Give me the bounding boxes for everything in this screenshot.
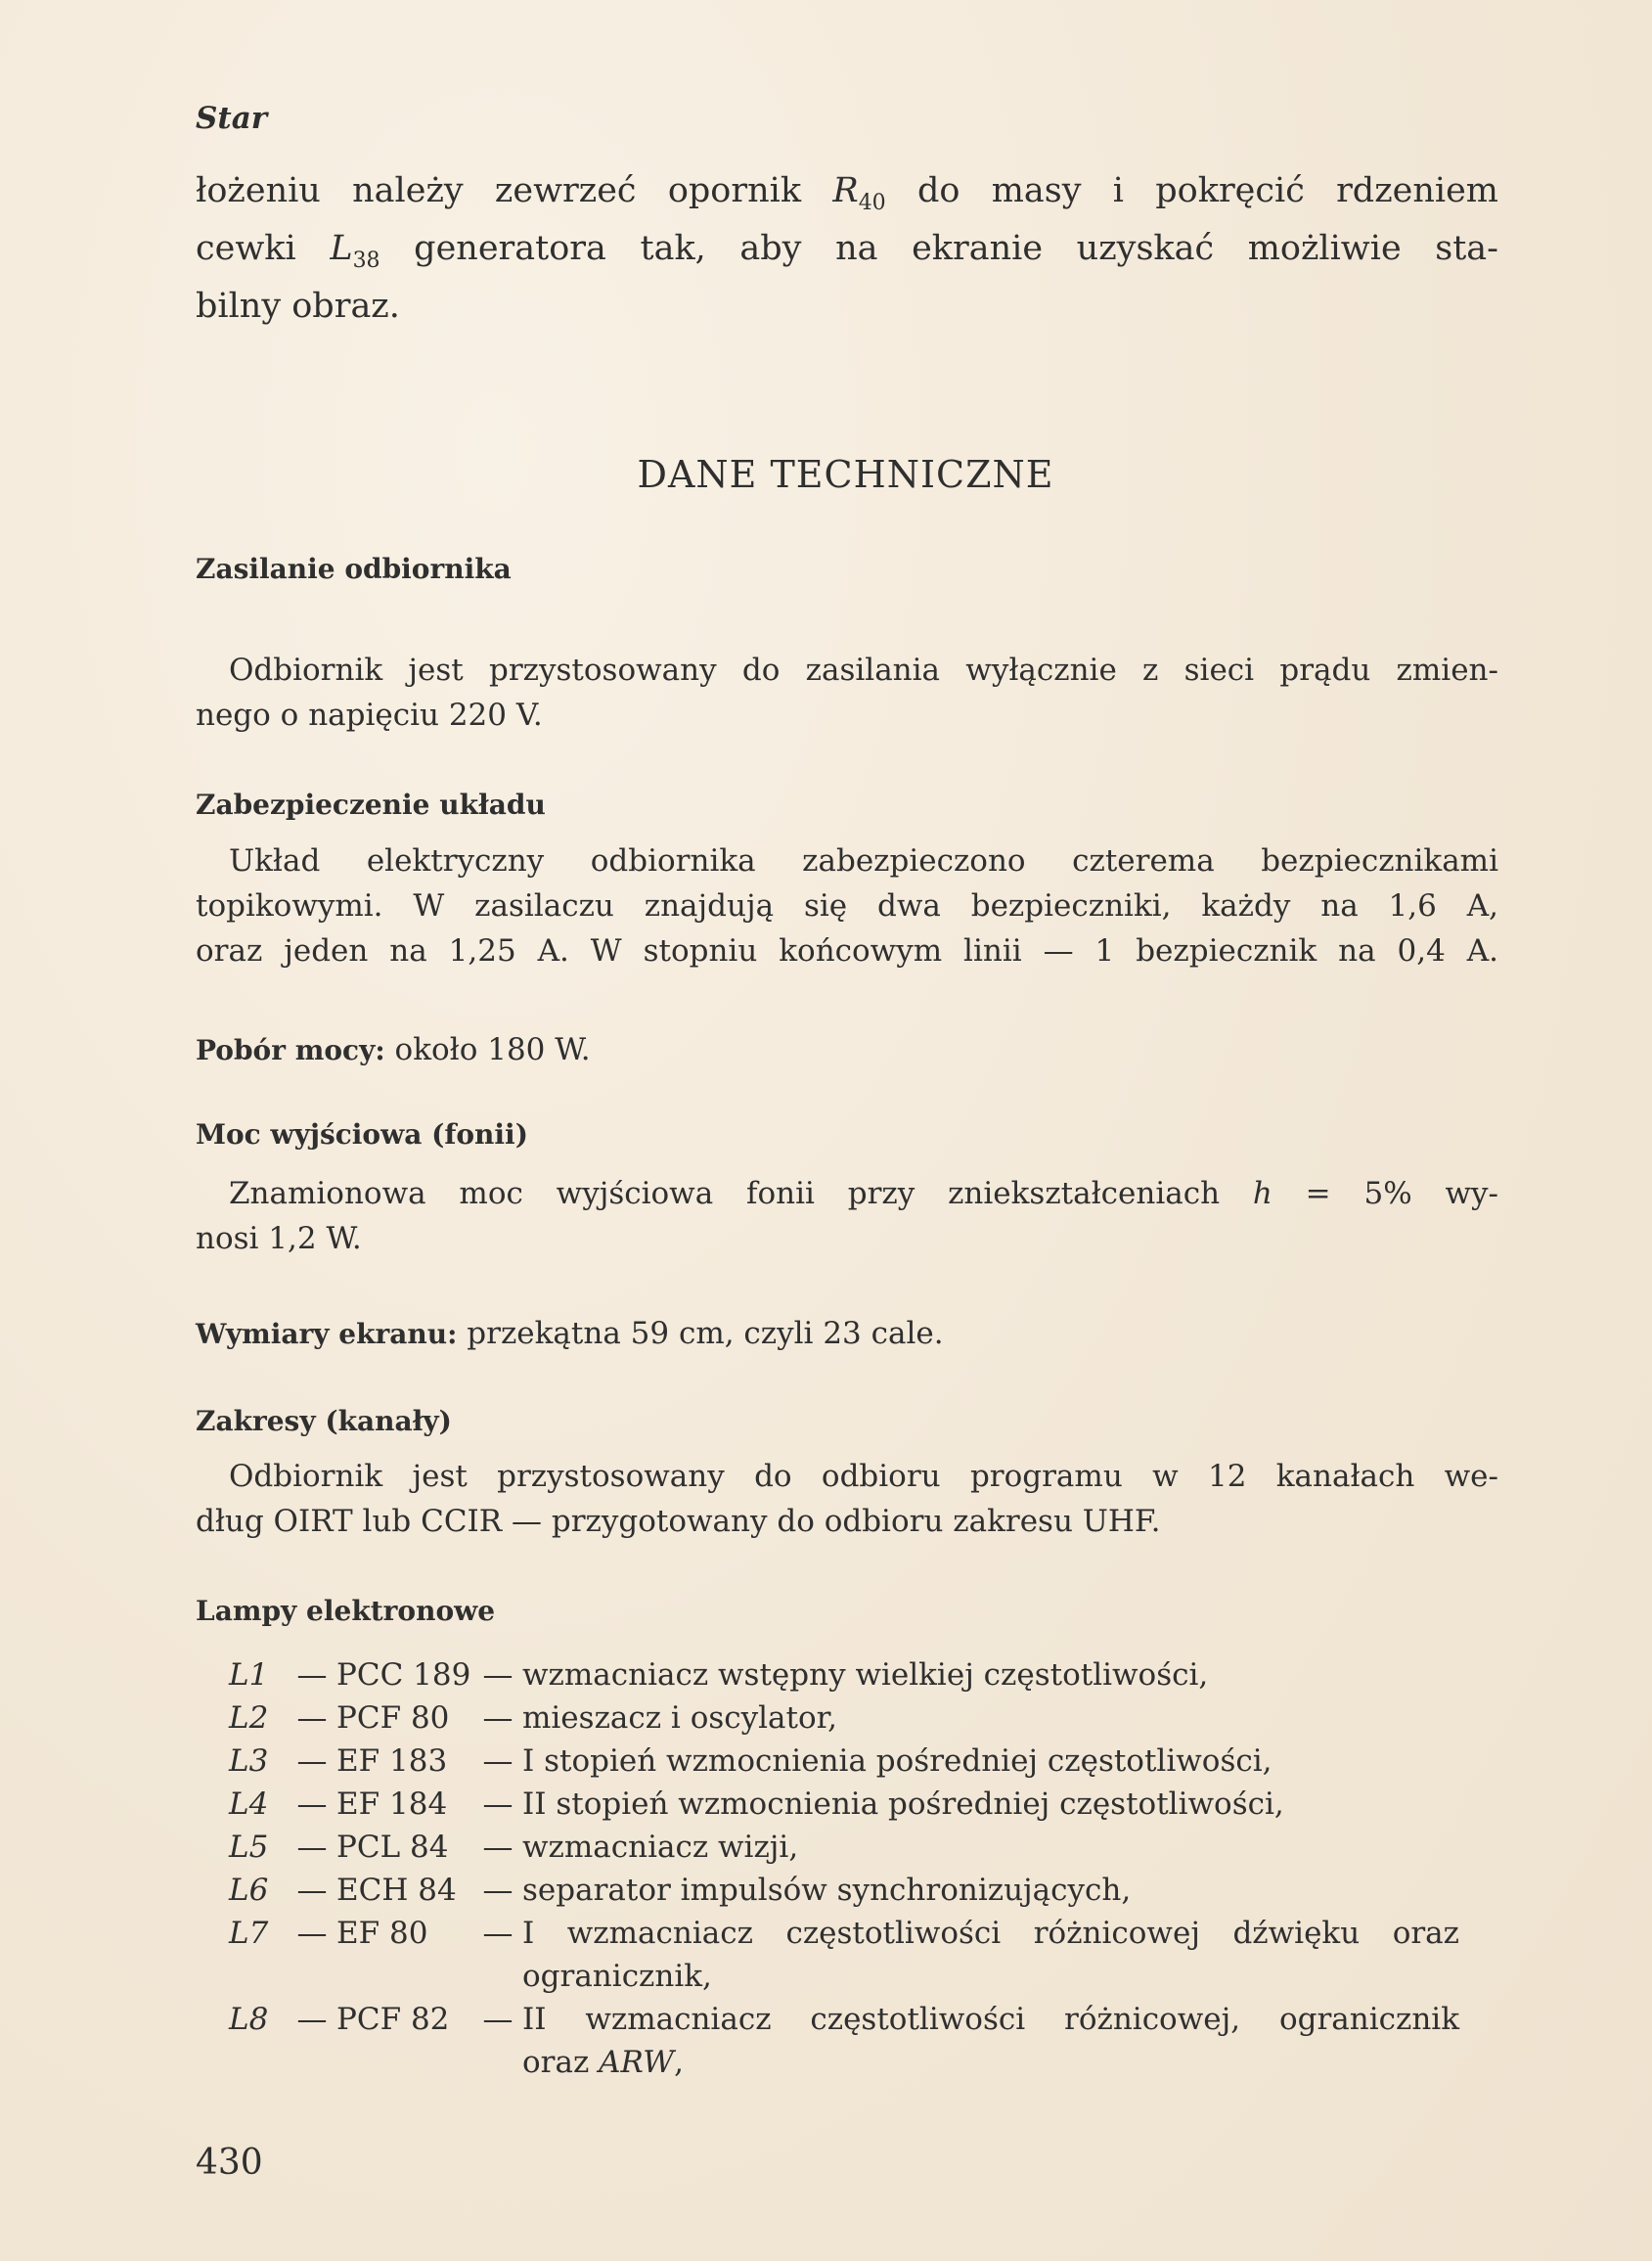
page-number: 430 bbox=[196, 2143, 263, 2183]
tube-row: L6 — ECH 84 — separator impulsów synchronizujących, bbox=[229, 1873, 1132, 1908]
screen-dimensions bbox=[196, 1311, 1498, 1357]
paragraph-zakresy: Odbiornik jest przystosowany do odbioru programu w 12 kanałach we- dług OIRT lub CCIR — przygotowany do odbioru zakresu UHF. bbox=[196, 1459, 1498, 1539]
tube-list bbox=[229, 1653, 1459, 2084]
paragraph-zabezpieczenie: Układ elektryczny odbiornika zabezpieczono czterema bezpiecznikami topikowymi. W zasilaczu znajdują się dwa bezpieczniki, każdy na 1,6 A, oraz jeden na 1,25 A. W stopniu końcowym linii — 1 bezpiecznik na 0,4 A. bbox=[196, 843, 1498, 969]
power-consumption-value: około 180 W. bbox=[384, 1032, 591, 1067]
tube-row: L1 — PCC 189 — wzmacniacz wstępny wielkiej częstotliwości, bbox=[229, 1657, 1209, 1693]
heading-zasilanie: Zasilanie odbiornika bbox=[196, 553, 512, 585]
heading-zakresy: Zakresy (kanały) bbox=[196, 1405, 452, 1437]
tube-row: L2 — PCF 80 — mieszacz i oscylator, bbox=[229, 1700, 837, 1736]
running-head: Star bbox=[196, 101, 268, 136]
tube-row: L4 — EF 184 — II stopień wzmocnienia pośredniej częstotliwości, bbox=[229, 1786, 1284, 1822]
power-consumption bbox=[196, 1027, 1498, 1073]
heading-zabezpieczenie: Zabezpieczenie układu bbox=[196, 789, 546, 821]
intro-line-3: bilny obraz. bbox=[196, 287, 400, 326]
intro-paragraph bbox=[196, 168, 1498, 330]
power-consumption-label: Pobór mocy: bbox=[196, 1034, 385, 1066]
paragraph-moc: Znamionowa moc wyjściowa fonii przy zniekształceniach h = 5% wy- nosi 1,2 W. bbox=[196, 1176, 1498, 1256]
tube-row: L7 — EF 80 — I wzmacniacz częstotliwości różnicowej dźwięku oraz ogranicznik, bbox=[229, 1916, 1459, 1994]
heading-moc: Moc wyjściowa (fonii) bbox=[196, 1118, 528, 1151]
intro-line-1: łożeniu należy zewrzeć opornik $R_{40}$ do masy i pokręcić rdzeniem bbox=[196, 171, 1498, 215]
screen-dimensions-value: przekątna 59 cm, czyli 23 cale. bbox=[457, 1316, 944, 1351]
tube-row: L5 — PCL 84 — wzmacniacz wizji, bbox=[229, 1830, 799, 1865]
heading-lampy: Lampy elektronowe bbox=[196, 1595, 496, 1627]
intro-line-2: cewki $L_{38}$ generatora tak, aby na ekranie uzyskać możliwie sta- bbox=[196, 229, 1498, 273]
screen-dimensions-label: Wymiary ekranu: bbox=[196, 1318, 458, 1350]
tube-row: L8 — PCF 82 — II wzmacniacz częstotliwości różnicowej, ogranicznik oraz ARW, bbox=[229, 2002, 1459, 2080]
paragraph-zasilanie: Odbiornik jest przystosowany do zasilania wyłącznie z sieci prądu zmien- nego o napięciu 220 V. bbox=[196, 653, 1498, 733]
tube-row: L3 — EF 183 — I stopień wzmocnienia pośredniej częstotliwości, bbox=[229, 1743, 1272, 1779]
section-title: DANE TECHNICZNE bbox=[637, 453, 1054, 496]
